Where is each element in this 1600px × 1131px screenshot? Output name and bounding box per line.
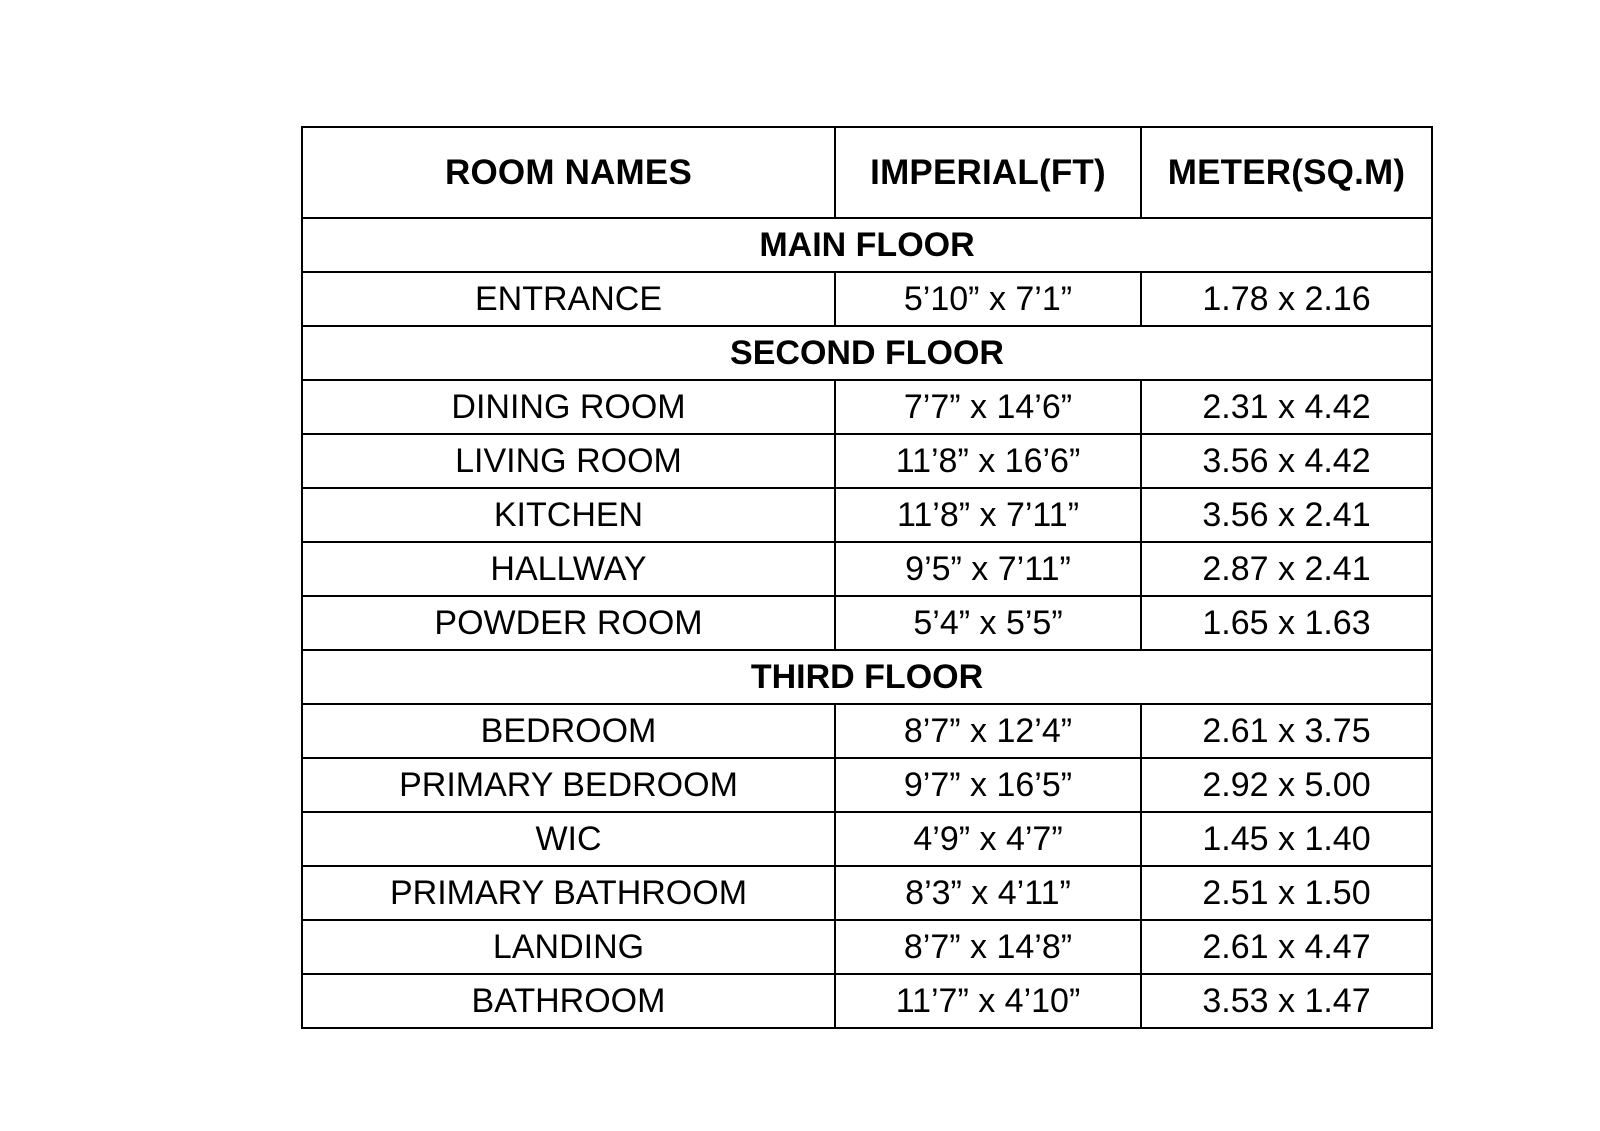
meter-cell: 2.51 x 1.50 bbox=[1141, 866, 1432, 920]
floor-label: THIRD FLOOR bbox=[302, 650, 1432, 704]
imperial-cell: 9’7” x 16’5” bbox=[835, 758, 1141, 812]
imperial-cell: 5’10” x 7’1” bbox=[835, 272, 1141, 326]
room-name-cell: LANDING bbox=[302, 920, 835, 974]
imperial-cell: 5’4” x 5’5” bbox=[835, 596, 1141, 650]
table-row bbox=[302, 704, 1432, 758]
imperial-cell: 11’8” x 16’6” bbox=[835, 434, 1141, 488]
room-name-cell: DINING ROOM bbox=[302, 380, 835, 434]
floor-label: MAIN FLOOR bbox=[302, 218, 1432, 272]
floor-row-second bbox=[302, 326, 1432, 380]
imperial-cell: 8’7” x 12’4” bbox=[835, 704, 1141, 758]
meter-cell: 2.61 x 3.75 bbox=[1141, 704, 1432, 758]
imperial-cell: 11’8” x 7’11” bbox=[835, 488, 1141, 542]
header-room-names: ROOM NAMES bbox=[302, 127, 835, 218]
floor-row-main bbox=[302, 218, 1432, 272]
header-imperial: IMPERIAL(FT) bbox=[835, 127, 1141, 218]
table-row bbox=[302, 380, 1432, 434]
table-row bbox=[302, 758, 1432, 812]
floor-row-third bbox=[302, 650, 1432, 704]
room-name-cell: PRIMARY BEDROOM bbox=[302, 758, 835, 812]
imperial-cell: 8’3” x 4’11” bbox=[835, 866, 1141, 920]
room-name-cell: BATHROOM bbox=[302, 974, 835, 1028]
room-name-cell: KITCHEN bbox=[302, 488, 835, 542]
meter-cell: 3.53 x 1.47 bbox=[1141, 974, 1432, 1028]
imperial-cell: 7’7” x 14’6” bbox=[835, 380, 1141, 434]
room-name-cell: POWDER ROOM bbox=[302, 596, 835, 650]
imperial-cell: 11’7” x 4’10” bbox=[835, 974, 1141, 1028]
imperial-cell: 9’5” x 7’11” bbox=[835, 542, 1141, 596]
table-row bbox=[302, 974, 1432, 1028]
table-row bbox=[302, 866, 1432, 920]
meter-cell: 1.78 x 2.16 bbox=[1141, 272, 1432, 326]
meter-cell: 3.56 x 4.42 bbox=[1141, 434, 1432, 488]
meter-cell: 2.61 x 4.47 bbox=[1141, 920, 1432, 974]
table-row bbox=[302, 272, 1432, 326]
meter-cell: 1.65 x 1.63 bbox=[1141, 596, 1432, 650]
table-row bbox=[302, 596, 1432, 650]
room-name-cell: BEDROOM bbox=[302, 704, 835, 758]
meter-cell: 2.92 x 5.00 bbox=[1141, 758, 1432, 812]
table-row bbox=[302, 542, 1432, 596]
imperial-cell: 4’9” x 4’7” bbox=[835, 812, 1141, 866]
table-row bbox=[302, 488, 1432, 542]
table-row bbox=[302, 434, 1432, 488]
meter-cell: 2.31 x 4.42 bbox=[1141, 380, 1432, 434]
header-meter: METER(SQ.M) bbox=[1141, 127, 1432, 218]
table-row bbox=[302, 920, 1432, 974]
room-name-cell: WIC bbox=[302, 812, 835, 866]
header-row bbox=[302, 127, 1432, 218]
room-name-cell: PRIMARY BATHROOM bbox=[302, 866, 835, 920]
room-name-cell: LIVING ROOM bbox=[302, 434, 835, 488]
imperial-cell: 8’7” x 14’8” bbox=[835, 920, 1141, 974]
table-row bbox=[302, 812, 1432, 866]
meter-cell: 1.45 x 1.40 bbox=[1141, 812, 1432, 866]
room-dimensions-table bbox=[301, 126, 1433, 1029]
meter-cell: 3.56 x 2.41 bbox=[1141, 488, 1432, 542]
room-name-cell: HALLWAY bbox=[302, 542, 835, 596]
floor-label: SECOND FLOOR bbox=[302, 326, 1432, 380]
meter-cell: 2.87 x 2.41 bbox=[1141, 542, 1432, 596]
room-name-cell: ENTRANCE bbox=[302, 272, 835, 326]
